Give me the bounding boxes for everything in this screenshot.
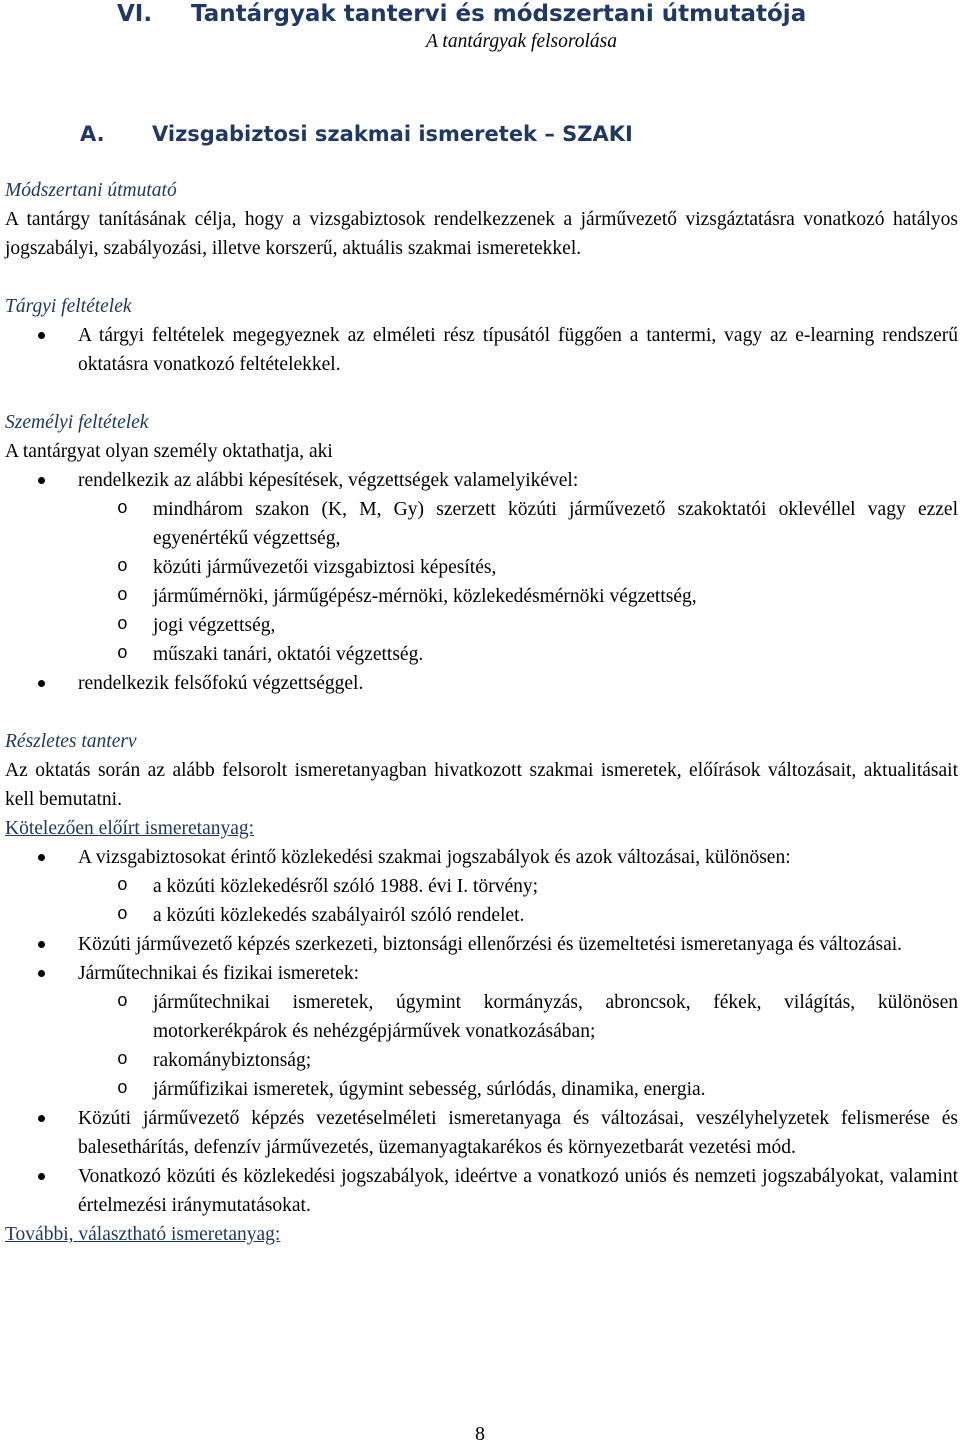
list-item <box>5 466 958 669</box>
material-heading: Tárgyi feltételek <box>5 296 132 317</box>
document-page <box>5 0 958 1249</box>
chapter-title: Tantárgyak tantervi és módszertani útmutatója <box>191 1 807 27</box>
sublist-item: o a közúti közlekedésről szóló 1988. évi I. törvény; <box>78 872 958 901</box>
chapter-number: VI. <box>117 1 153 27</box>
chapter-heading <box>5 0 958 28</box>
section-heading <box>5 120 958 148</box>
list-item: A tárgyi feltételek megegyeznek az elméleti rész típusától függően a tantermi, vagy az e-learning rendszerű oktatásra vonatkozó feltételekkel. <box>5 321 958 379</box>
list-item-text: rendelkezik az alábbi képesítések, végzettségek valamelyikével: <box>78 470 579 491</box>
method-heading: Módszertani útmutató <box>5 180 177 201</box>
sublist-item: o járműfizikai ismeretek, úgymint sebesség, súrlódás, dinamika, energia. <box>78 1075 958 1104</box>
sublist-item: o műszaki tanári, oktatói végzettség. <box>78 640 958 669</box>
optional-label: További, választható ismeretanyag: <box>5 1224 281 1245</box>
mandatory-list <box>5 843 958 1220</box>
sublist-item: o rakománybiztonság; <box>78 1046 958 1075</box>
sublist-item: o mindhárom szakon (K, M, Gy) szerzett közúti járművezető szakoktatói oklevéllel vagy ezzel egyenértékű végzettség, <box>78 495 958 553</box>
qualification-sublist <box>78 495 958 669</box>
curriculum-text: Az oktatás során az alább felsorolt ismeretanyagban hivatkozott szakmai ismeretek, előírások változásait, aktualitásait kell bemutatni. <box>5 760 958 810</box>
list-item: rendelkezik felsőfokú végzettséggel. <box>5 669 958 698</box>
personal-list <box>5 466 958 698</box>
section-title: Vizsgabiztosi szakmai ismeretek – SZAKI <box>152 122 633 146</box>
technical-sublist <box>78 988 958 1104</box>
list-item: Közúti járművezető képzés vezetéselméleti ismeretanyaga és változásai, veszélyhelyzetek felismerése és balesethárítás, defenzív járművezetés, üzemanyagtakarékos és környezetbarát vezetési mód. <box>5 1104 958 1162</box>
personal-intro: A tantárgyat olyan személy oktathatja, aki <box>5 441 333 462</box>
list-item-text: A vizsgabiztosokat érintő közlekedési szakmai jogszabályok és azok változásai, különösen: <box>78 847 791 868</box>
material-list <box>5 321 958 379</box>
personal-heading: Személyi feltételek <box>5 412 149 433</box>
list-item: Közúti járművezető képzés szerkezeti, biztonsági ellenőrzési és üzemeltetési ismeretanyaga és változásai. <box>5 930 958 959</box>
list-item <box>5 843 958 930</box>
sublist-item: o közúti járművezetői vizsgabiztosi képesítés, <box>78 553 958 582</box>
list-item-text: Járműtechnikai és fizikai ismeretek: <box>78 963 360 984</box>
mandatory-label: Kötelezően előírt ismeretanyag: <box>5 818 255 839</box>
curriculum-heading: Részletes tanterv <box>5 731 137 752</box>
sublist-item: o a közúti közlekedés szabályairól szóló rendelet. <box>78 901 958 930</box>
law-sublist <box>78 872 958 930</box>
chapter-subtitle: A tantárgyak felsorolása <box>425 31 618 52</box>
list-item: Vonatkozó közúti és közlekedési jogszabályok, ideértve a vonatkozó uniós és nemzeti jogszabályokat, valamint értelmezési iránymutatásokat. <box>5 1162 958 1220</box>
sublist-item: o járműtechnikai ismeretek, úgymint kormányzás, abroncsok, fékek, világítás, különösen motorkerékpárok és nehézgépjárművek vonatkozásában; <box>78 988 958 1046</box>
list-item <box>5 959 958 1104</box>
section-letter: A. <box>80 122 105 146</box>
page-number: 8 <box>475 1423 485 1445</box>
sublist-item: o jogi végzettség, <box>78 611 958 640</box>
method-text: A tantárgy tanításának célja, hogy a vizsgabiztosok rendelkezzenek a járművezető vizsgáztatásra vonatkozó hatályos jogszabályi, szabályozási, illetve korszerű, aktuális szakmai ismeretekkel. <box>5 209 958 259</box>
sublist-item: o járműmérnöki, járműgépész-mérnöki, közlekedésmérnöki végzettség, <box>78 582 958 611</box>
